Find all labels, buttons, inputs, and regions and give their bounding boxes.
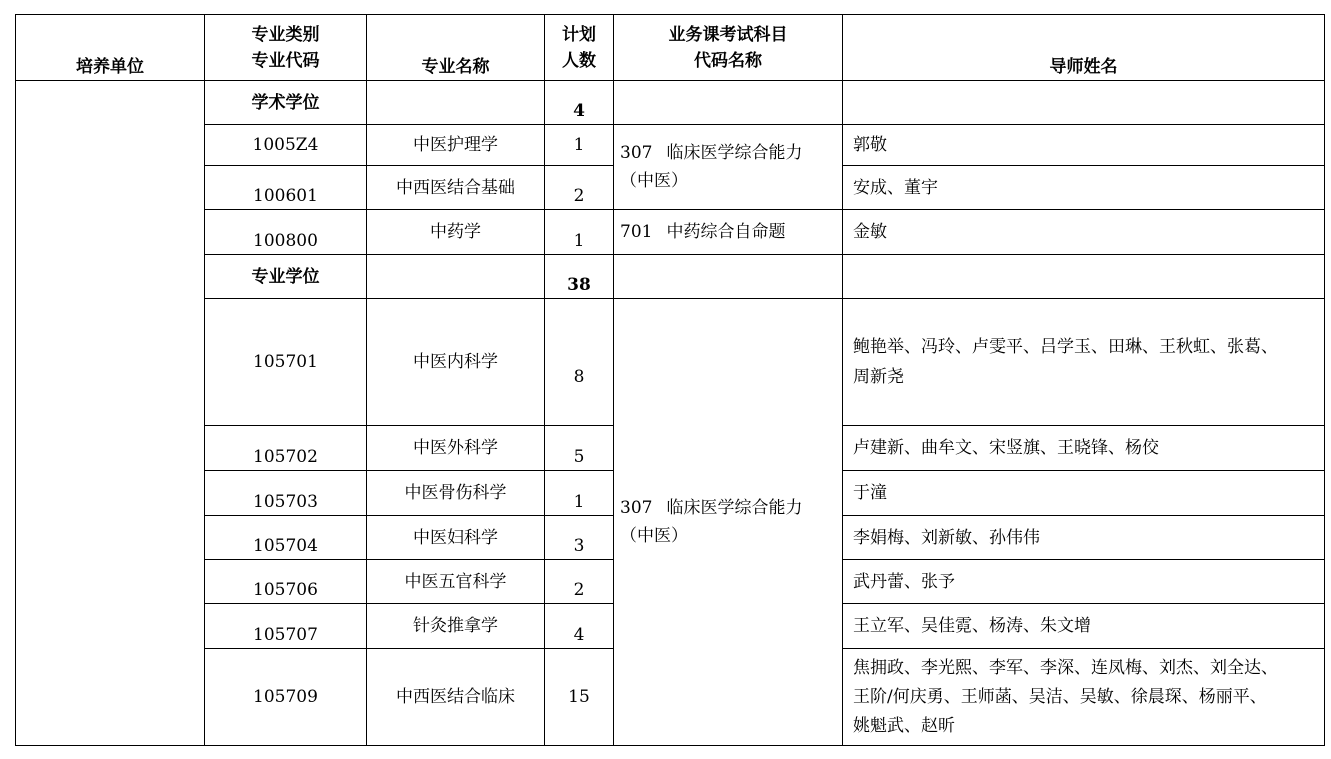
plan-count: 1: [545, 125, 614, 166]
exam-subject: 701 中药综合自命题: [614, 210, 843, 255]
plan-count: 5: [545, 426, 614, 471]
plan-count: 4: [545, 604, 614, 649]
major-code: 100800: [205, 210, 367, 255]
major-name: 中医妇科学: [367, 516, 545, 560]
section-total-academic: 4: [545, 81, 614, 125]
advisor-names: 王立军、吴佳霓、杨涛、朱文增: [843, 604, 1325, 649]
major-code: 105706: [205, 560, 367, 604]
section-label-professional: 专业学位: [205, 255, 367, 299]
major-name: 中西医结合基础: [367, 166, 545, 210]
advisor-names: 郭敬: [843, 125, 1325, 166]
major-name: 中医外科学: [367, 426, 545, 471]
advisor-names: 于潼: [843, 471, 1325, 516]
header-major-name: 专业名称: [367, 15, 545, 81]
exam-subject: 307 临床医学综合能力 （中医）: [614, 125, 843, 210]
section-label-academic: 学术学位: [205, 81, 367, 125]
major-name: 中医骨伤科学: [367, 471, 545, 516]
advisor-names: 金敏: [843, 210, 1325, 255]
major-name: 中医五官科学: [367, 560, 545, 604]
header-plan: 计划 人数: [545, 15, 614, 81]
section-row-professional: [16, 255, 1325, 299]
major-name: 针灸推拿学: [367, 604, 545, 649]
advisor-names: 李娟梅、刘新敏、孙伟伟: [843, 516, 1325, 560]
header-row: [16, 15, 1325, 81]
major-code: 105701: [205, 299, 367, 426]
advisor-names: 安成、董宇: [843, 166, 1325, 210]
advisor-names: 武丹蕾、张予: [843, 560, 1325, 604]
major-code: 105709: [205, 649, 367, 746]
plan-count: 8: [545, 299, 614, 426]
header-major-type: 专业类别: [251, 24, 320, 45]
plan-count: 2: [545, 560, 614, 604]
major-name: 中医内科学: [367, 299, 545, 426]
major-name: 中医护理学: [367, 125, 545, 166]
major-code: 105707: [205, 604, 367, 649]
plan-count: 1: [545, 471, 614, 516]
advisor-names: 焦拥政、李光熙、李军、李深、连凤梅、刘杰、刘全达、 王阶/何庆勇、王师菡、吴洁、吴敏、徐晨琛、杨丽平、 姚魁武、赵昕: [843, 649, 1325, 746]
table-row: [16, 299, 1325, 426]
advisor-names: 卢建新、曲牟文、宋竖旗、王晓锋、杨佼: [843, 426, 1325, 471]
header-unit: 培养单位: [16, 15, 205, 81]
unit-cell: [16, 81, 205, 746]
plan-count: 2: [545, 166, 614, 210]
header-advisors: 导师姓名: [843, 15, 1325, 81]
header-major-code: 专业代码: [251, 50, 320, 71]
table-row: [16, 125, 1325, 166]
major-code: 105704: [205, 516, 367, 560]
exam-subject: 307 临床医学综合能力 （中医）: [614, 299, 843, 746]
header-exam: 业务课考试科目 代码名称: [614, 15, 843, 81]
plan-count: 15: [545, 649, 614, 746]
major-name: 中药学: [367, 210, 545, 255]
major-name: 中西医结合临床: [367, 649, 545, 746]
major-code: 100601: [205, 166, 367, 210]
section-row-academic: [16, 81, 1325, 125]
plan-count: 3: [545, 516, 614, 560]
major-code: 1005Z4: [205, 125, 367, 166]
table-row: [16, 210, 1325, 255]
major-code: 105702: [205, 426, 367, 471]
plan-count: 1: [545, 210, 614, 255]
major-code: 105703: [205, 471, 367, 516]
advisor-names: 鲍艳举、冯玲、卢雯平、吕学玉、田琳、王秋虹、张葛、 周新尧: [843, 299, 1325, 426]
section-total-professional: 38: [545, 255, 614, 299]
admissions-table: [15, 14, 1325, 746]
header-major-type-code: [205, 15, 367, 81]
